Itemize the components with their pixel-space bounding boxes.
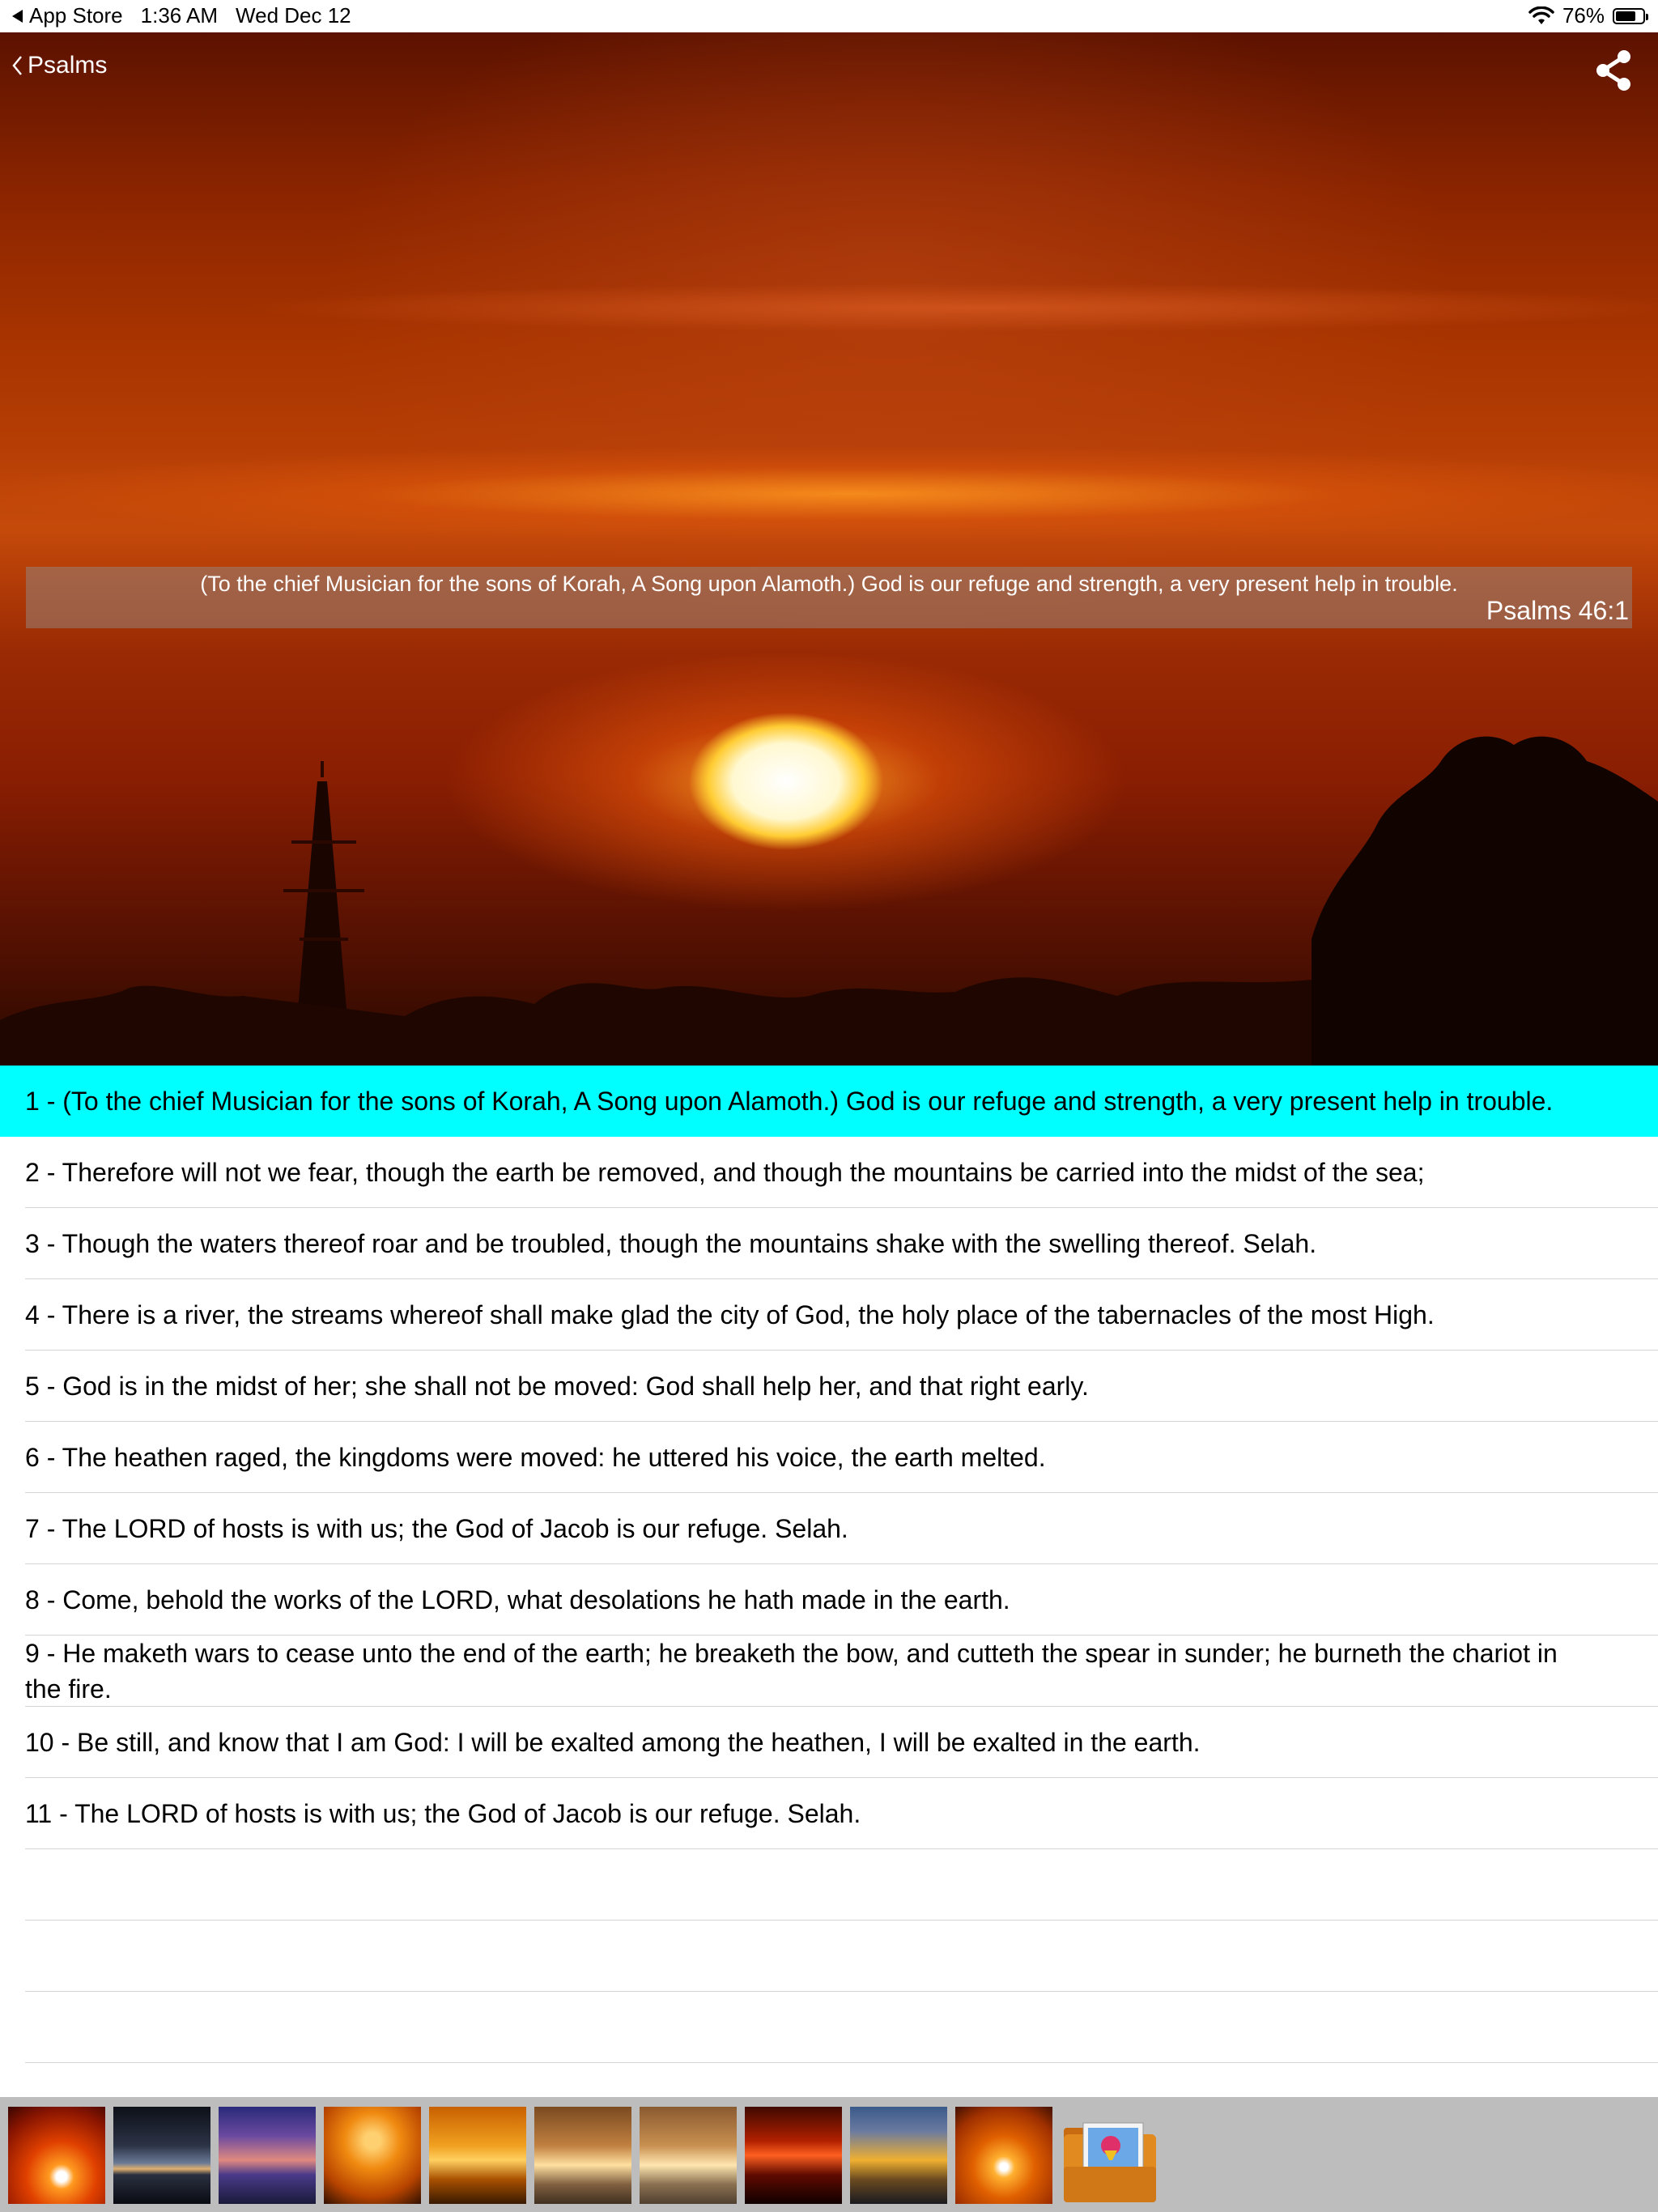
landscape-silhouette: [0, 32, 1658, 1066]
verse-row[interactable]: [25, 1422, 1658, 1493]
verse-text: 6 - The heathen raged, the kingdoms were moved: he uttered his voice, the earth melted.: [25, 1442, 1046, 1472]
battery-icon: [1613, 8, 1645, 24]
status-bar: [0, 0, 1658, 32]
verse-row[interactable]: [25, 1707, 1658, 1778]
thumbnail-3[interactable]: [219, 2107, 316, 2204]
back-app-label: App Store: [29, 3, 123, 28]
thumbnail-1[interactable]: [8, 2107, 105, 2204]
verse-list: [0, 1066, 1658, 2063]
thumbnail-6[interactable]: [534, 2107, 631, 2204]
verse-text: 3 - Though the waters thereof roar and be troubled, though the mountains shake with the swelling thereof. Selah.: [25, 1228, 1317, 1258]
back-triangle-icon: [11, 9, 24, 23]
verse-row[interactable]: [25, 1137, 1658, 1208]
quote-banner: [26, 567, 1632, 628]
share-icon[interactable]: [1593, 49, 1634, 92]
verse-text: 7 - The LORD of hosts is with us; the God of Jacob is our refuge. Selah.: [25, 1513, 848, 1543]
thumbnail-5[interactable]: [429, 2107, 526, 2204]
back-button-label: Psalms: [28, 52, 108, 79]
verse-row[interactable]: [25, 1351, 1658, 1422]
verse-text: 2 - Therefore will not we fear, though the earth be removed, and though the mountains be carried into the midst of the sea;: [25, 1157, 1425, 1187]
verse-row[interactable]: [25, 1564, 1658, 1636]
back-button[interactable]: [11, 52, 107, 79]
thumbnail-2[interactable]: [113, 2107, 210, 2204]
thumbnail-7[interactable]: [640, 2107, 737, 2204]
back-to-app-store[interactable]: [11, 3, 123, 28]
thumbnail-4[interactable]: [324, 2107, 421, 2204]
thumbnail-bar: [0, 2097, 1658, 2212]
hero-image: [0, 32, 1658, 1066]
photo-folder-icon[interactable]: [1061, 2120, 1159, 2204]
verse-text: 11 - The LORD of hosts is with us; the God of Jacob is our refuge. Selah.: [25, 1798, 861, 1828]
thumbnail-10[interactable]: [955, 2107, 1052, 2204]
verse-text: 10 - Be still, and know that I am God: I will be exalted among the heathen, I will be exalted in the earth.: [25, 1727, 1201, 1757]
status-time: 1:36 AM: [140, 3, 219, 28]
verse-row[interactable]: [25, 1279, 1658, 1351]
battery-percent: 76%: [1562, 3, 1605, 28]
empty-row: [25, 1992, 1658, 2063]
chevron-left-icon: [11, 55, 23, 76]
verse-row[interactable]: [25, 1636, 1658, 1707]
quote-text: (To the chief Musician for the sons of Korah, A Song upon Alamoth.) God is our refuge and strength, a very present help in trouble.: [200, 572, 1458, 596]
thumbnail-8[interactable]: [745, 2107, 842, 2204]
verse-row[interactable]: [25, 1778, 1658, 1849]
verse-row[interactable]: [25, 1493, 1658, 1564]
verse-text: 5 - God is in the midst of her; she shall not be moved: God shall help her, and that right early.: [25, 1371, 1089, 1401]
verse-text: 4 - There is a river, the streams whereof shall make glad the city of God, the holy place of the tabernacles of the most High.: [25, 1300, 1435, 1329]
verse-text: 8 - Come, behold the works of the LORD, what desolations he hath made in the earth.: [25, 1585, 1010, 1614]
verse-row[interactable]: [0, 1066, 1658, 1137]
wifi-icon: [1528, 6, 1554, 26]
verse-text: 9 - He maketh wars to cease unto the end of the earth; he breaketh the bow, and cutteth the spear in sunder; he burneth the chariot in the fire.: [25, 1638, 1558, 1704]
empty-row: [25, 1849, 1658, 1921]
empty-row: [25, 1921, 1658, 1992]
quote-reference: Psalms 46:1: [1486, 596, 1629, 625]
status-date: Wed Dec 12: [236, 3, 351, 28]
thumbnail-9[interactable]: [850, 2107, 947, 2204]
verse-row[interactable]: [25, 1208, 1658, 1279]
verse-text: 1 - (To the chief Musician for the sons of Korah, A Song upon Alamoth.) God is our refuge and strength, a very present help in trouble.: [25, 1087, 1554, 1116]
